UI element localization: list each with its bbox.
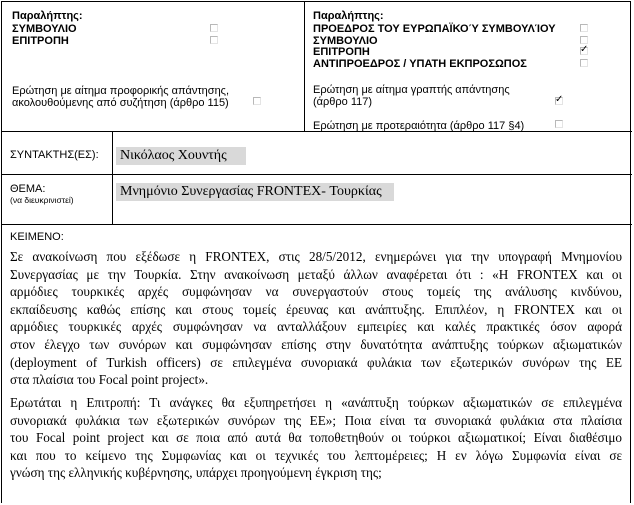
recipients-right-heading: Παραλήπτης: xyxy=(313,10,384,22)
body-p1-line: Σε ανακοίνωση που εξέδωσε η FRONTEX, στις 28/5/2012, ενημερώνει για την υπογραφή Μνημονίου xyxy=(10,249,622,264)
recipient-vice-president-label: ΑΝΤΙΠΡΟΕΔΡΟΣ / ΥΠΑΤΗ ΕΚΠΡΟΣΩΠΟΣ xyxy=(313,58,527,70)
body-p1-line: εκπαίδευσης καθώς επίσης και στους τομείς έρευνας και ανάπτυξης. Επιπλέον, η FRONTEX και οι xyxy=(10,301,622,317)
written-question-label-line1: Ερώτηση με αίτημα γραπτής απάντησης xyxy=(313,84,510,96)
oral-question-label-line2: ακολουθούμενης από συζήτηση (άρθρο 115) xyxy=(12,97,229,109)
written-question-checkbox[interactable] xyxy=(555,97,563,105)
label-column-divider xyxy=(112,131,113,224)
body-p2-line: και που το κείμενο της Συμφωνίας και οι τεχνικές του λεπτομέρειες; Η εν λόγω Συμφωνία είναι σε xyxy=(10,447,622,463)
author-label: ΣΥΝΤΑΚΤΗΣ(ΕΣ): xyxy=(10,149,99,161)
author-bottom-rule xyxy=(1,174,632,175)
body-label: ΚΕΙΜΕΝΟ: xyxy=(10,231,64,243)
priority-question-checkbox[interactable] xyxy=(555,120,563,128)
body-paragraph-1 xyxy=(10,248,622,389)
body-p2-line: Ερωτάται η Επιτροπή: Τι ανάγκες θα εξυπηρετήσει η «ανάπτυξη τούρκων αξιωματικών σε επιλεγμένα xyxy=(10,395,622,410)
body-p1-line: Συνεργασίας με την Τουρκία. Στην ανακοίνωση μεταξύ άλλων αναφέρεται ότι : «Η FRONTEX και οι xyxy=(10,266,622,282)
body-p2-line: γνώση της ελληνικής κυβέρνησης, υπάρχει προηγούμενη έγκριση της; xyxy=(10,465,382,481)
oral-question-checkbox[interactable] xyxy=(253,97,261,105)
body-p1-line: στον έλεγχο των συνόρων και συμφώνησαν επίσης στην δυνατότητα ανάπτυξης τούρκων αξιωματικών xyxy=(10,336,622,352)
subject-field[interactable]: Μνημόνιο Συνεργασίας FRONTEX- Τουρκίας xyxy=(116,183,394,201)
recipient-right-commission-label: ΕΠΙΤΡΟΠΗ xyxy=(313,46,370,58)
recipient-right-commission-checkbox[interactable] xyxy=(580,47,588,55)
header-divider xyxy=(304,1,305,131)
recipients-left-heading: Παραλήπτης: xyxy=(12,10,83,22)
recipient-right-council-label: ΣΥΜΒΟΥΛΙΟ xyxy=(313,35,378,47)
subject-bottom-rule xyxy=(1,224,632,225)
body-p2-line: συνοριακά φυλάκια των εξωτερικών συνόρων της ΕΕ»; Ποια είναι τα συνοριακά φυλάκια στα πλαίσια xyxy=(10,412,622,428)
body-p1-line: αρμόδιες τουρκικές αρχές συμφώνησαν να ανταλλάξουν εμπειρίες και καλές πρακτικές όσον αφορά xyxy=(10,319,622,335)
written-question-label-line2: (άρθρο 117) xyxy=(313,96,373,108)
subject-label: ΘΕΜΑ: xyxy=(10,183,46,195)
recipient-president-label: ΠΡΟΕΔΡΟΣ ΤΟΥ ΕΥΡΩΠΑΪΚΟΎ ΣΥΜΒΟΥΛΊΟΥ xyxy=(313,23,556,35)
recipient-vice-president-checkbox[interactable] xyxy=(580,59,588,67)
body-p1-line: αρμόδιες τουρκικές αρχές συμφώνησαν να συνεργαστούν στους τομείς της ανάλυσης κινδύνου, xyxy=(10,284,622,300)
recipient-right-council-checkbox[interactable] xyxy=(580,36,588,44)
priority-question-label: Ερώτηση με προτεραιότητα (άρθρο 117 §4) xyxy=(313,120,525,132)
recipient-left-commission-checkbox[interactable] xyxy=(210,36,218,44)
body-paragraph-2 xyxy=(10,394,622,482)
author-field[interactable]: Νικόλαος Χουντής xyxy=(116,147,246,165)
recipient-left-commission-label: ΕΠΙΤΡΟΠΗ xyxy=(12,35,69,47)
body-p1-line: στα πλαίσια του Focal point project». xyxy=(10,372,209,388)
recipient-president-checkbox[interactable] xyxy=(580,24,588,32)
recipient-left-council-label: ΣΥΜΒΟΥΛΙΟ xyxy=(12,23,77,35)
oral-question-label-line1: Ερώτηση με αίτημα προφορικής απάντησης, xyxy=(12,85,230,97)
body-p1-line: (deployment of Turkish officers) σε επιλεγμένα συνοριακά φυλάκια των εξωτερικών συνόρων της ΕΕ xyxy=(10,354,622,370)
subject-sublabel: (να διευκρινιστεί) xyxy=(10,195,74,205)
recipient-left-council-checkbox[interactable] xyxy=(210,24,218,32)
body-p2-line: του Focal point project και σε ποια από αυτά θα τοποθετηθούν οι τούρκοι αξιωματικοί; Είναι διαθέσιμο xyxy=(10,430,622,446)
